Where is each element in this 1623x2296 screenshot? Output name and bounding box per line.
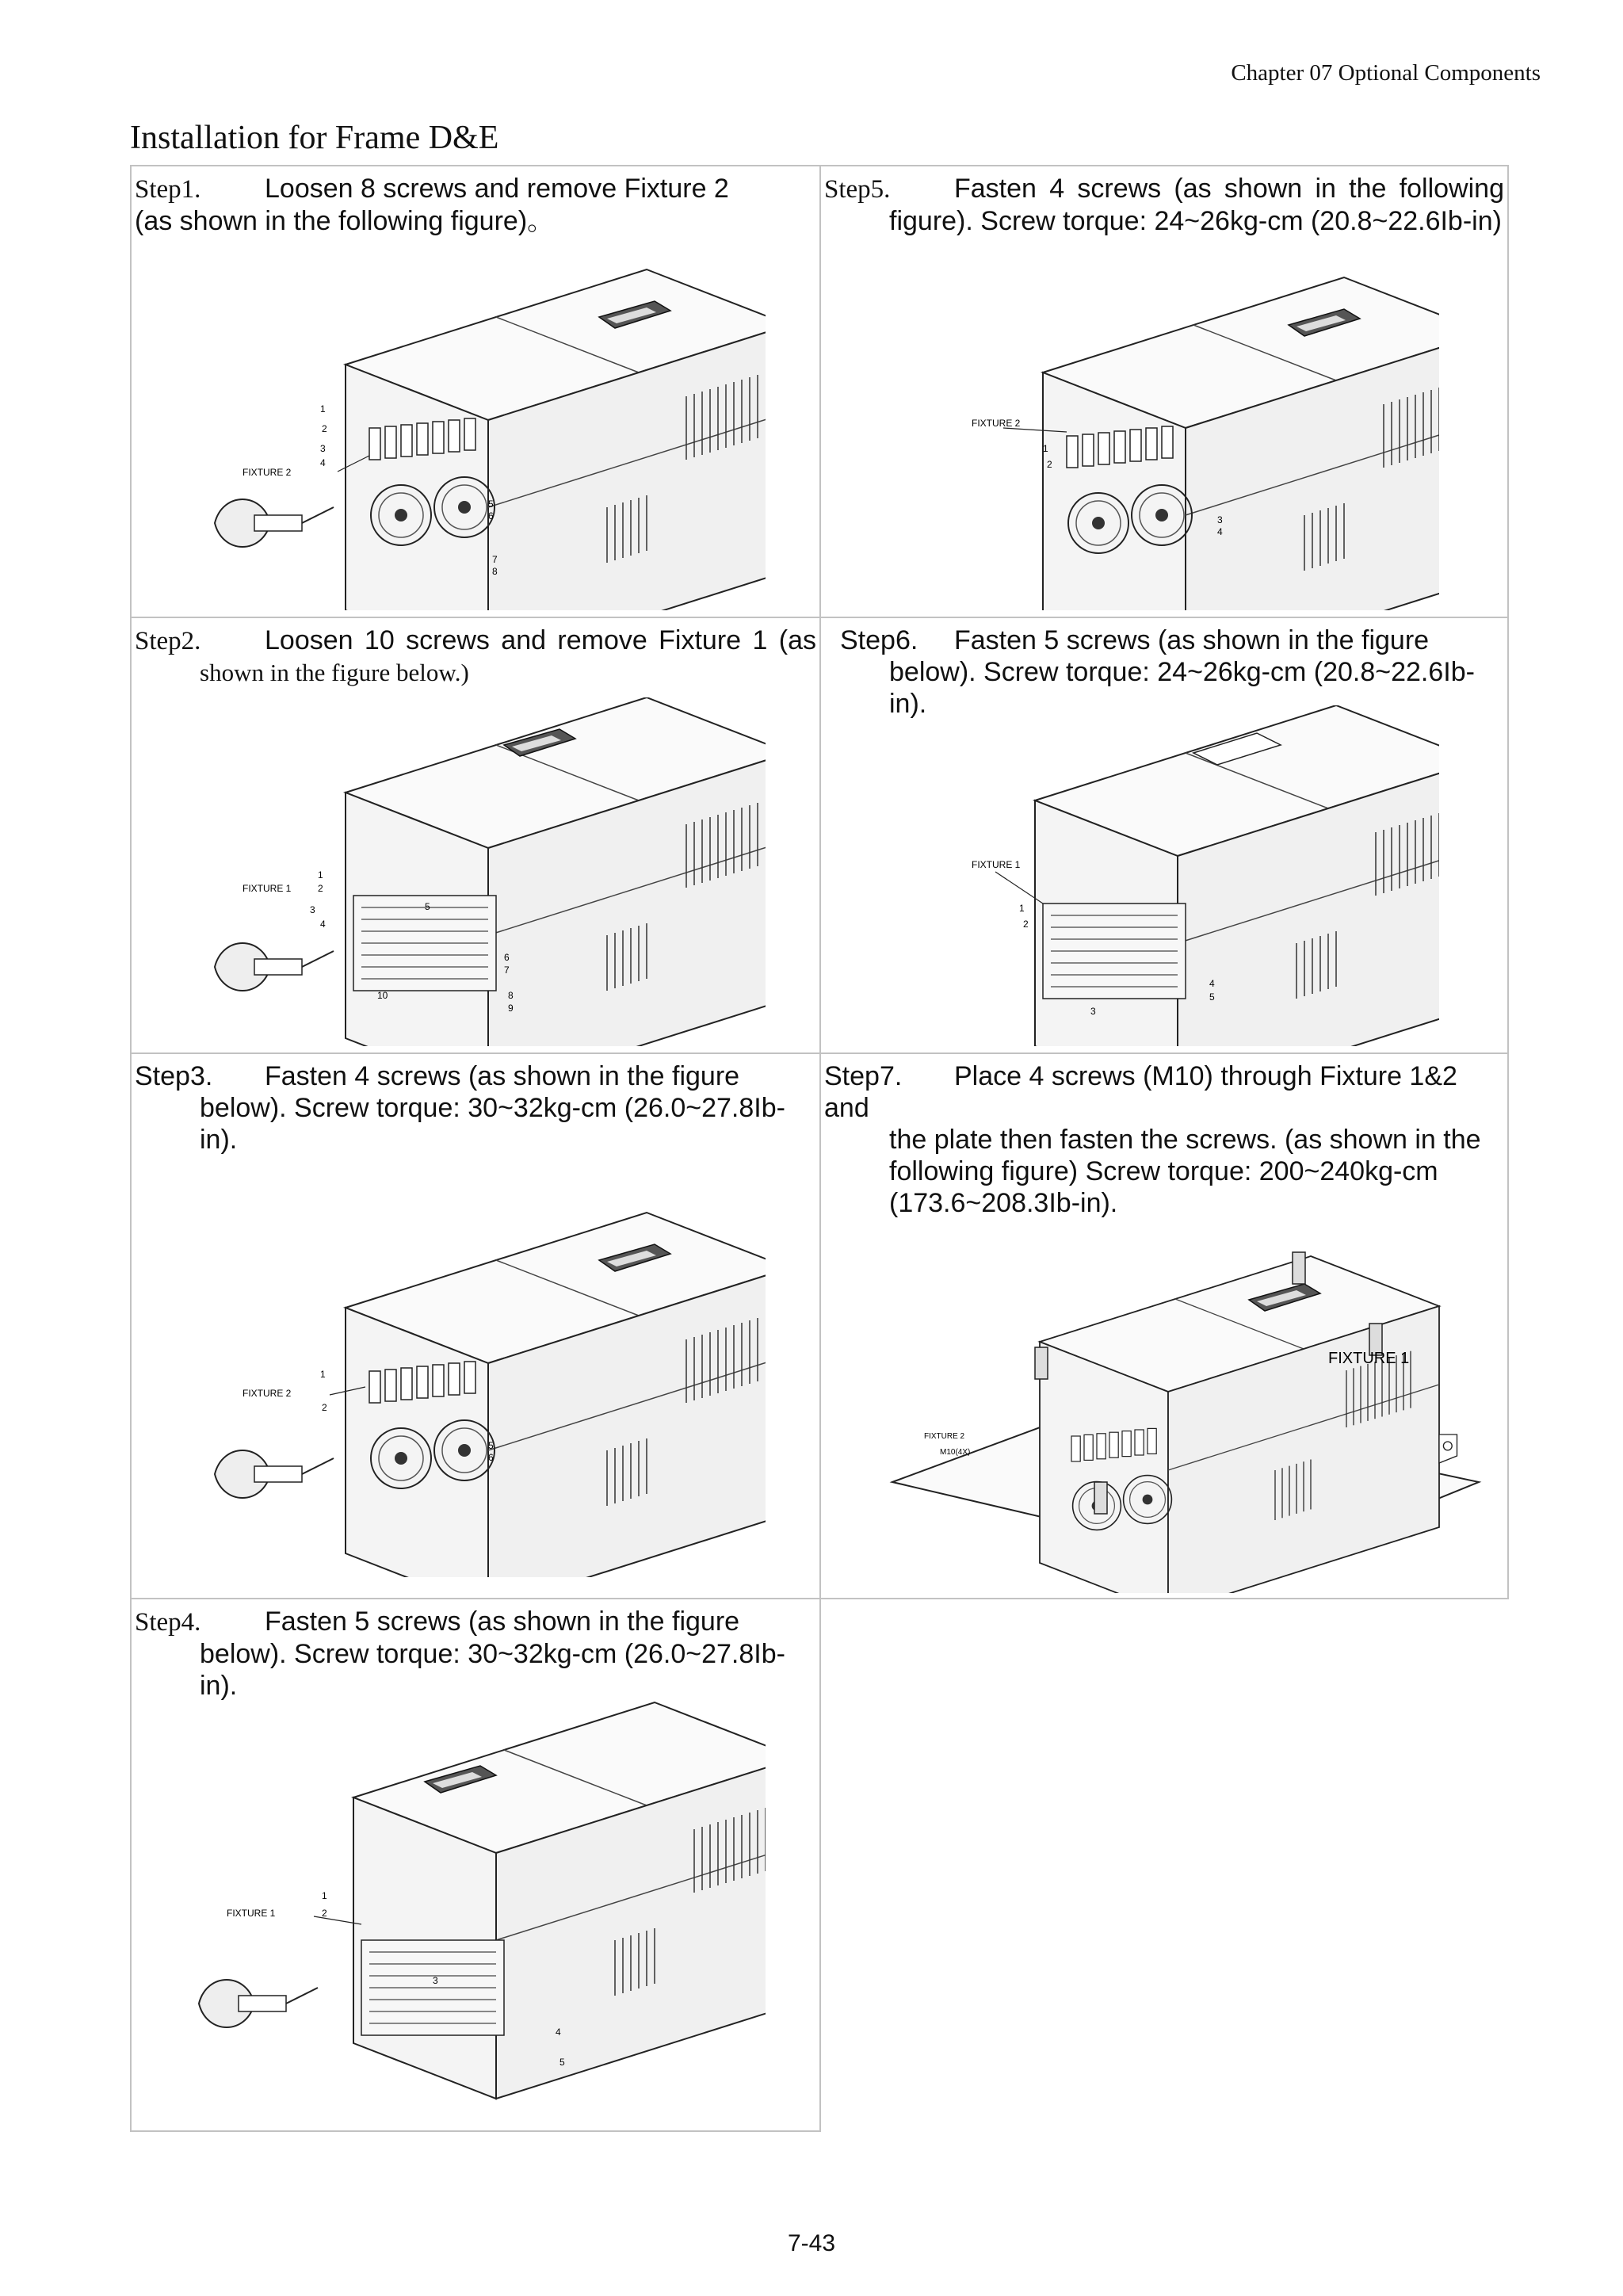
step2-label: Step2. xyxy=(135,627,201,655)
step6-text-line1: Fasten 5 screws (as shown in the figure xyxy=(954,625,1430,655)
step7-text-line3: following figure) Screw torque: 200~240kg-cm xyxy=(889,1156,1438,1186)
step4-num-1: 1 xyxy=(322,1890,327,1901)
step6-num-2: 2 xyxy=(1023,919,1029,930)
step1-num-8: 8 xyxy=(492,566,498,577)
step4-text-line1: Fasten 5 screws (as shown in the figure xyxy=(265,1606,740,1637)
step6-figure xyxy=(916,705,1439,1046)
step6-num-1: 1 xyxy=(1019,903,1025,914)
step3-text-line1: Fasten 4 screws (as shown in the figure xyxy=(265,1061,740,1091)
step6-text-line2: below). Screw torque: 24~26kg-cm (20.8~22.6Ib-in). xyxy=(889,657,1475,719)
step7-text-line2: the plate then fasten the screws. (as shown in the xyxy=(889,1125,1481,1155)
step5-figure xyxy=(916,262,1439,610)
step2-fixture1-callout: FIXTURE 1 xyxy=(242,883,292,894)
step6-label: Step6. xyxy=(840,625,918,655)
step6-fixture1-callout: FIXTURE 1 xyxy=(972,859,1021,870)
step1-caption xyxy=(135,173,816,237)
step5-num-2: 2 xyxy=(1047,459,1052,470)
step2-num-1: 1 xyxy=(318,869,323,881)
step1-fixture2-callout: FIXTURE 2 xyxy=(242,467,292,478)
step2-num-4: 4 xyxy=(320,919,326,930)
step2-caption xyxy=(135,625,816,689)
step6-num-5: 5 xyxy=(1209,991,1215,1003)
step7-text-line1: Place 4 screws (M10) through Fixture 1&2 and xyxy=(824,1061,1457,1123)
step5-caption xyxy=(824,173,1504,237)
step1-text-line1: Loosen 8 screws and remove Fixture 2 xyxy=(265,174,729,204)
step5-text-line2: figure). Screw torque: 24~26kg-cm (20.8~22.6Ib-in) xyxy=(889,206,1502,236)
step7-fixture1-callout: FIXTURE 1 xyxy=(1328,1350,1410,1367)
step1-num-5: 5 xyxy=(488,499,494,510)
step6-num-3: 3 xyxy=(1090,1006,1096,1017)
step6-num-4: 4 xyxy=(1209,978,1215,989)
step3-text-line2: below). Screw torque: 30~32kg-cm (26.0~27.8Ib-in). xyxy=(200,1093,785,1155)
step7-cell xyxy=(819,1052,1509,1599)
step4-cell xyxy=(130,1598,821,2132)
step7-m10-callout: M10(4X) xyxy=(940,1448,971,1457)
step3-label: Step3. xyxy=(135,1061,213,1091)
step5-text-line1: Fasten 4 screws (as shown in the following xyxy=(954,174,1504,204)
step1-figure xyxy=(211,254,766,610)
step4-text-line2: below). Screw torque: 30~32kg-cm (26.0~27.8Ib-in). xyxy=(200,1639,785,1701)
step4-label: Step4. xyxy=(135,1608,201,1637)
step1-text-line2: (as shown in the following figure)。 xyxy=(135,206,555,236)
step4-figure xyxy=(195,1687,766,2115)
step1-num-4: 4 xyxy=(320,457,326,468)
step3-caption xyxy=(135,1060,816,1156)
step3-cell xyxy=(130,1052,821,1599)
step2-num-10: 10 xyxy=(377,990,388,1001)
chapter-header: Chapter 07 Optional Components xyxy=(1231,60,1541,86)
step2-num-5: 5 xyxy=(425,901,430,912)
step1-num-7: 7 xyxy=(492,554,498,565)
step4-num-4: 4 xyxy=(556,2027,561,2038)
step7-figure xyxy=(869,1221,1487,1593)
step2-num-9: 9 xyxy=(508,1003,514,1014)
step2-num-2: 2 xyxy=(318,883,323,894)
step7-caption xyxy=(824,1060,1504,1219)
step2-text-line1: Loosen 10 screws and remove Fixture 1 (as xyxy=(265,625,816,655)
step5-num-3: 3 xyxy=(1217,514,1223,525)
step2-num-8: 8 xyxy=(508,990,514,1001)
step2-figure xyxy=(211,697,766,1046)
step2-cell xyxy=(130,617,821,1054)
step4-num-2: 2 xyxy=(322,1908,327,1919)
step4-num-5: 5 xyxy=(559,2057,565,2068)
step3-figure xyxy=(211,1197,766,1577)
step5-label: Step5. xyxy=(824,175,891,204)
step4-num-3: 3 xyxy=(433,1975,438,1986)
step7-fixture2-callout: FIXTURE 2 xyxy=(924,1432,965,1441)
step3-num-5: 5 xyxy=(488,1440,494,1451)
step2-num-3: 3 xyxy=(310,904,315,915)
step5-num-4: 4 xyxy=(1217,526,1223,537)
step5-cell xyxy=(819,165,1509,618)
step5-fixture2-callout: FIXTURE 2 xyxy=(972,418,1021,429)
section-title: Installation for Frame D&E xyxy=(130,120,499,156)
step3-num-6: 6 xyxy=(488,1452,494,1463)
page-number: 7-43 xyxy=(787,2230,836,2256)
step3-num-2: 2 xyxy=(322,1402,327,1413)
step3-num-1: 1 xyxy=(320,1369,326,1380)
step2-text-line2: shown in the figure below.) xyxy=(200,659,469,686)
step6-cell xyxy=(819,617,1509,1054)
step1-num-3: 3 xyxy=(320,443,326,454)
step1-num-2: 2 xyxy=(322,423,327,434)
step5-num-1: 1 xyxy=(1043,443,1048,454)
step7-label: Step7. xyxy=(824,1061,903,1091)
step7-text-line4: (173.6~208.3Ib-in). xyxy=(889,1188,1118,1218)
step3-fixture2-callout: FIXTURE 2 xyxy=(242,1388,292,1399)
step2-num-7: 7 xyxy=(504,965,510,976)
step1-num-6: 6 xyxy=(488,510,494,521)
step1-num-1: 1 xyxy=(320,403,326,415)
step1-label: Step1. xyxy=(135,175,201,204)
step4-fixture1-callout: FIXTURE 1 xyxy=(227,1908,276,1919)
step1-cell xyxy=(130,165,821,618)
step2-num-6: 6 xyxy=(504,952,510,963)
